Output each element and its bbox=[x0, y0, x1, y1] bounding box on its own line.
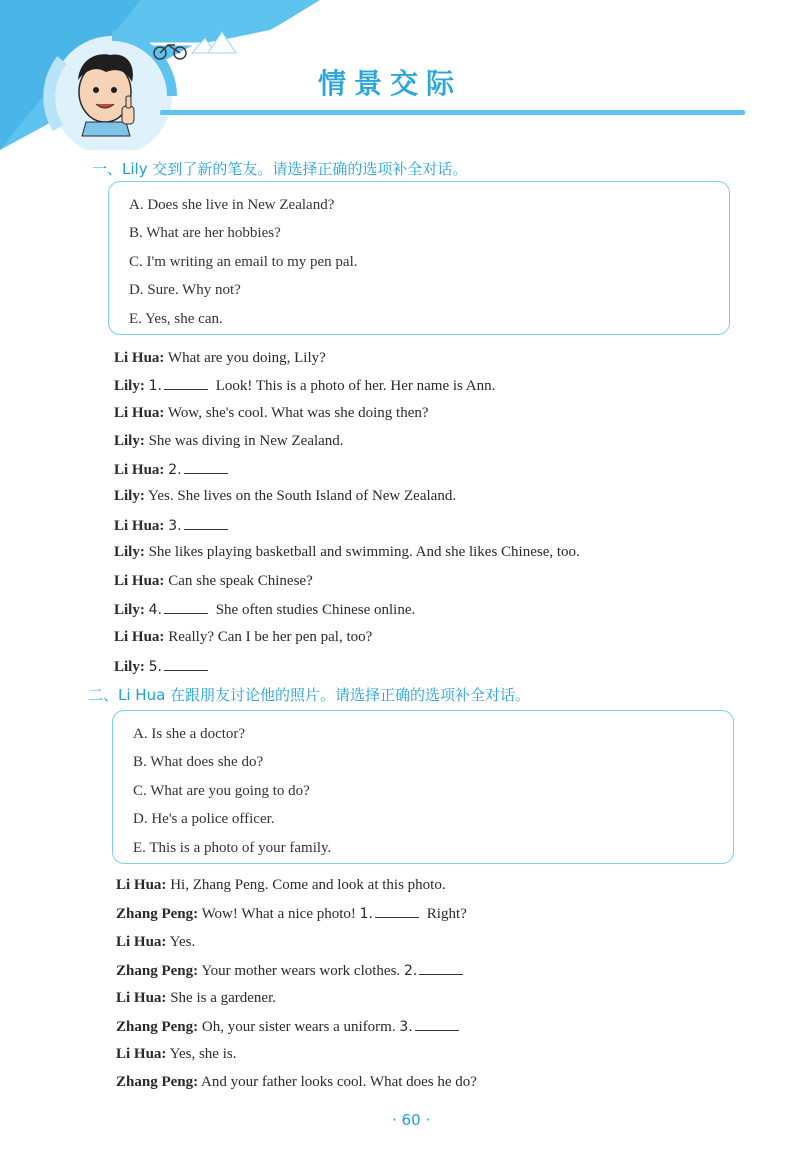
answer-blank[interactable] bbox=[184, 461, 228, 474]
dialogue-line: Lily: She was diving in New Zealand. bbox=[114, 433, 344, 449]
option-a: A. Is she a doctor? bbox=[133, 726, 246, 742]
dialogue-line: Li Hua: 3. bbox=[114, 517, 232, 535]
option-b: B. What are her hobbies? bbox=[129, 225, 281, 241]
option-d: D. Sure. Why not? bbox=[129, 282, 241, 298]
dialogue-line: Zhang Peng: Wow! What a nice photo! 1. Right? bbox=[116, 906, 467, 922]
answer-blank[interactable] bbox=[164, 658, 208, 671]
dialogue-line: Li Hua: What are you doing, Lily? bbox=[114, 350, 326, 366]
option-d: D. He's a police officer. bbox=[133, 811, 275, 827]
option-e: E. Yes, she can. bbox=[129, 311, 223, 327]
dialogue-line: Li Hua: Can she speak Chinese? bbox=[114, 573, 313, 589]
dialogue-line: Zhang Peng: Your mother wears work clothes. 2. bbox=[116, 962, 467, 980]
dialogue-line: Li Hua: Yes, she is. bbox=[116, 1046, 237, 1062]
dialogue-line: Li Hua: Wow, she's cool. What was she doing then? bbox=[114, 405, 429, 421]
dialogue-line: Lily: 5. bbox=[114, 658, 212, 676]
option-b: B. What does she do? bbox=[133, 754, 264, 770]
answer-blank[interactable] bbox=[164, 601, 208, 614]
page-title: 情景交际 bbox=[318, 67, 463, 100]
option-c: C. I'm writing an email to my pen pal. bbox=[129, 254, 358, 270]
dialogue-line: Li Hua: Yes. bbox=[116, 934, 196, 950]
answer-blank[interactable] bbox=[419, 962, 463, 975]
section-2-heading: 二、Li Hua 在跟朋友讨论他的照片。请选择正确的选项补全对话。 bbox=[88, 686, 531, 704]
dialogue-line: Li Hua: She is a gardener. bbox=[116, 990, 276, 1006]
dialogue-line: Lily: Yes. She lives on the South Island of New Zealand. bbox=[114, 488, 457, 504]
option-c: C. What are you going to do? bbox=[133, 783, 310, 799]
dialogue-line: Lily: She likes playing basketball and swimming. And she likes Chinese, too. bbox=[114, 544, 580, 560]
option-a: A. Does she live in New Zealand? bbox=[129, 197, 335, 213]
section-2-options-box bbox=[112, 710, 734, 864]
answer-blank[interactable] bbox=[375, 905, 419, 918]
dialogue-line: Li Hua: Hi, Zhang Peng. Come and look at this photo. bbox=[116, 877, 446, 893]
dialogue-line: Zhang Peng: And your father looks cool. What does he do? bbox=[116, 1074, 477, 1090]
answer-blank[interactable] bbox=[164, 377, 208, 390]
answer-blank[interactable] bbox=[415, 1018, 459, 1031]
dialogue-line: Zhang Peng: Oh, your sister wears a uniform. 3. bbox=[116, 1018, 463, 1036]
page-number: · 60 · bbox=[392, 1111, 431, 1129]
answer-blank[interactable] bbox=[184, 517, 228, 530]
option-e: E. This is a photo of your family. bbox=[133, 840, 332, 856]
dialogue-line: Lily: 4. She often studies Chinese online. bbox=[114, 602, 416, 618]
section-1-heading: 一、Lily 交到了新的笔友。请选择正确的选项补全对话。 bbox=[92, 160, 468, 178]
dialogue-line: Lily: 1. Look! This is a photo of her. Her name is Ann. bbox=[114, 378, 496, 394]
section-1-options-box bbox=[108, 181, 730, 335]
dialogue-line: Li Hua: Really? Can I be her pen pal, too? bbox=[114, 629, 373, 645]
dialogue-line: Li Hua: 2. bbox=[114, 461, 232, 479]
boy-thumbs-up-icon bbox=[78, 54, 134, 136]
